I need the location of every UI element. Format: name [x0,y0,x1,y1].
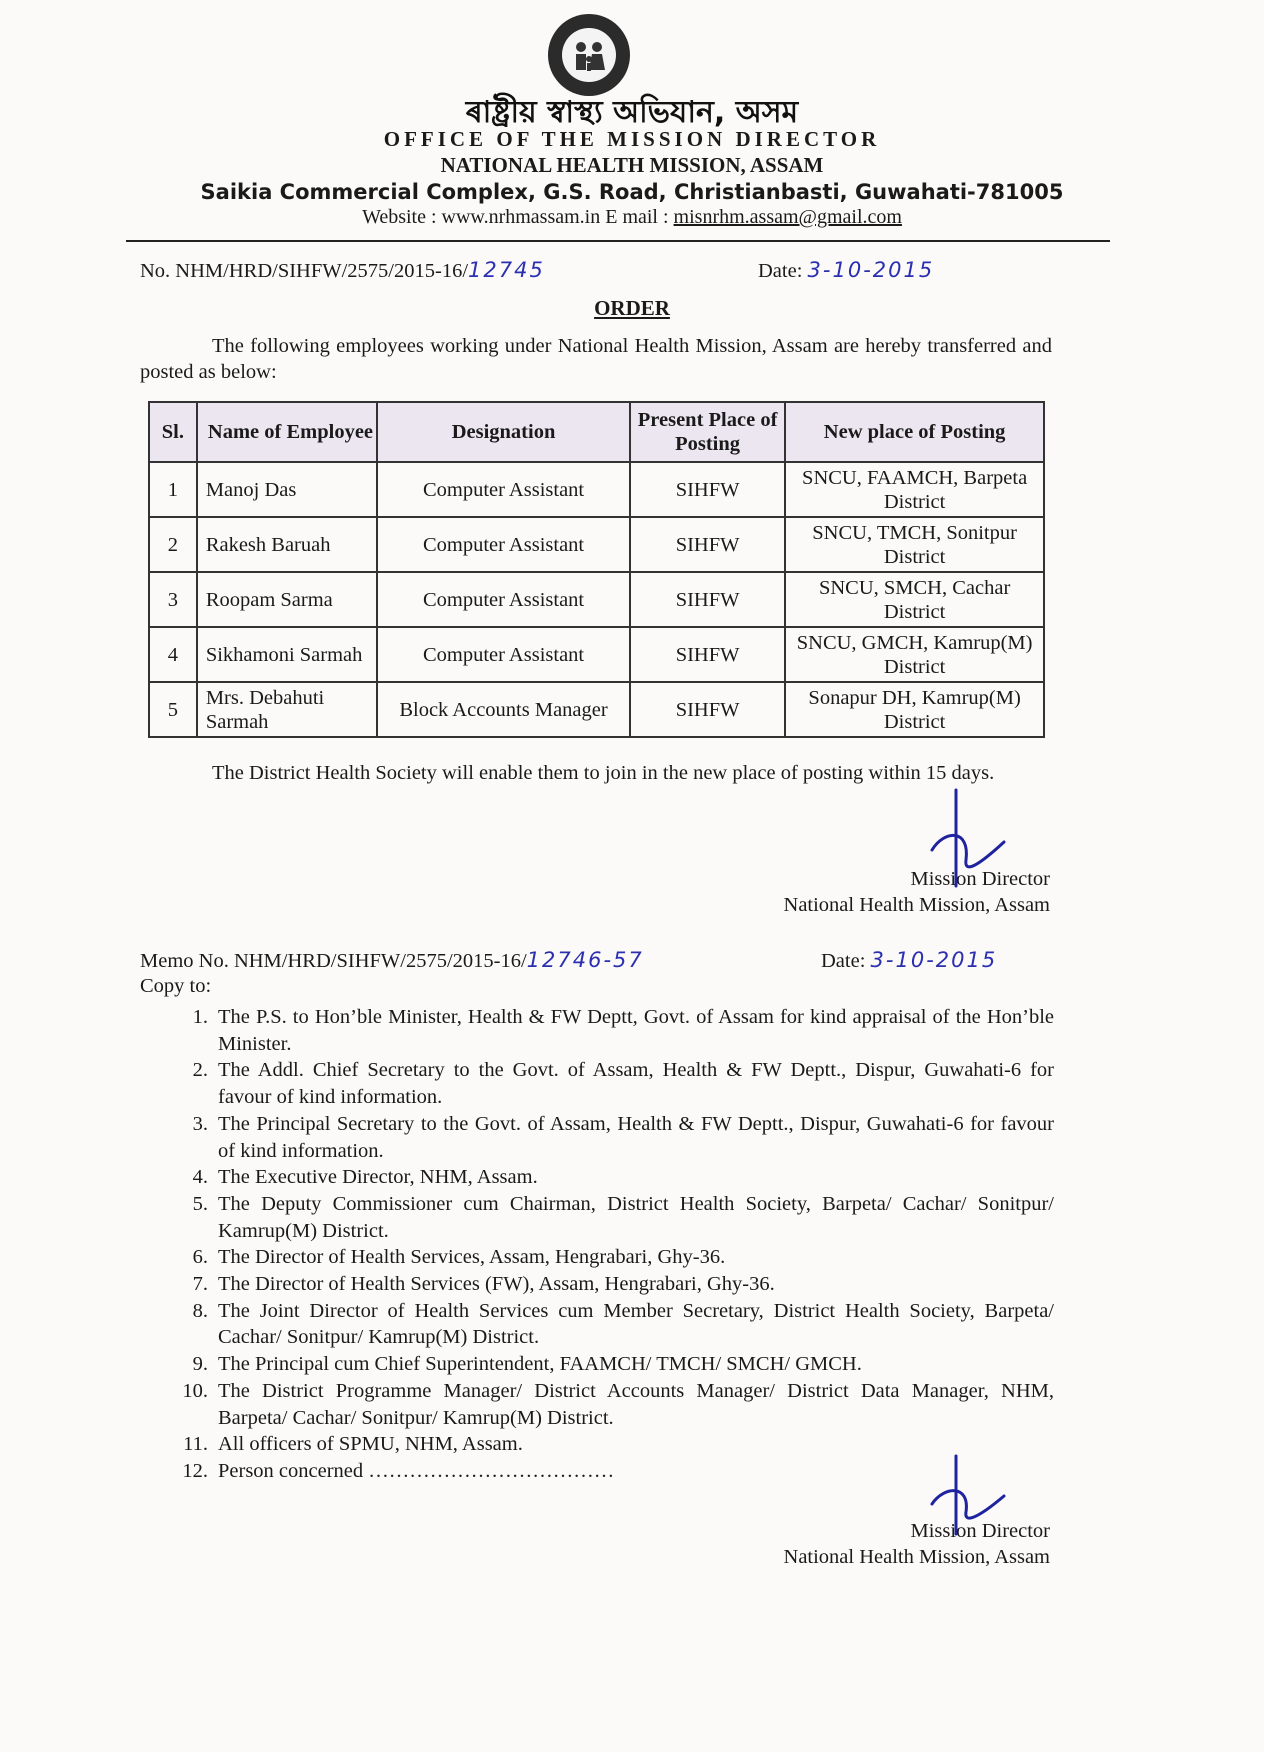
order-date-handwritten: 3-10-2015 [807,258,935,282]
memo-number [140,948,644,973]
cell-new: SNCU, TMCH, Sonitpur District [785,517,1044,572]
memo-number-label: Memo No. NHM/HRD/SIHFW/2575/2015-16/ [140,950,527,972]
list-text: The Executive Director, NHM, Assam. [218,1166,538,1189]
cell-designation: Computer Assistant [377,627,630,682]
list-number: 6. [192,1246,208,1269]
list-item [140,1191,1054,1244]
list-number: 12. [182,1459,208,1482]
list-number: 5. [192,1192,208,1215]
closing-paragraph: The District Health Society will enable them to join in the new place of posting within 15 days. [212,762,995,784]
order-number-handwritten: 12745 [468,258,545,282]
list-text: The Joint Director of Health Services cum Member Secretary, District Health Society, Barpeta/ Cachar/ Sonitpur/ Kamrup(M) District. [218,1299,1054,1349]
cell-sl: 2 [149,517,197,572]
list-number: 11. [183,1433,208,1456]
order-date-label: Date: [758,260,803,282]
cell-sl: 1 [149,462,197,517]
employee-table [148,401,1045,738]
email-link[interactable]: misnrhm.assam@gmail.com [673,206,902,228]
bengali-title: ৰাষ্ট্ৰীয় স্বাস্থ্য অভিযান, অসম [465,95,799,130]
table-row [149,462,1044,517]
header-designation: Designation [377,402,630,462]
list-item [140,1057,1054,1110]
list-number: 9. [192,1353,208,1376]
cell-sl: 4 [149,627,197,682]
signature-title-2: Mission Director [910,1520,1050,1542]
list-item [140,1004,1054,1057]
memo-date-label: Date: [821,950,866,972]
list-number: 2. [192,1059,208,1082]
cell-present: SIHFW [630,517,785,572]
order-heading: ORDER [594,296,670,320]
contact-line [0,206,1264,229]
copy-list [140,1004,1054,1485]
table-row [149,682,1044,737]
header-new-posting: New place of Posting [785,402,1044,462]
list-text: The Director of Health Services, Assam, Hengrabari, Ghy-36. [218,1246,726,1269]
cell-name: Manoj Das [197,462,377,517]
table-row [149,627,1044,682]
list-number: 3. [192,1112,208,1135]
memo-number-handwritten: 12746-57 [526,948,644,972]
list-text: Person concerned ……………………………… [218,1459,615,1482]
cell-designation: Computer Assistant [377,572,630,627]
list-text: The P.S. to Hon’ble Minister, Health & FW Deptt, Govt. of Assam for kind appraisal of the Hon’ble Minister. [218,1006,1054,1055]
cell-designation: Computer Assistant [377,462,630,517]
cell-new: SNCU, GMCH, Kamrup(M) District [785,627,1044,682]
list-number: 8. [192,1299,208,1322]
header-present-posting: Present Place of Posting [630,402,785,462]
cell-present: SIHFW [630,572,785,627]
cell-new: SNCU, SMCH, Cachar District [785,572,1044,627]
list-item [140,1111,1054,1164]
list-text: The Addl. Chief Secretary to the Govt. of Assam, Health & FW Deptt., Dispur, Guwahati-6 for favour of kind information. [218,1059,1054,1109]
table-row [149,572,1044,627]
signature-org-2: National Health Mission, Assam [783,1546,1050,1568]
header-sl: Sl. [149,402,197,462]
list-item [140,1298,1054,1351]
header-name: Name of Employee [197,402,377,462]
list-text: The Principal Secretary to the Govt. of Assam, Health & FW Deptt., Dispur, Guwahati-6 for favour of kind information. [218,1112,1054,1162]
list-text: All officers of SPMU, NHM, Assam. [218,1433,523,1456]
website-label: Website : www.nrhmassam.in E mail : [362,206,674,228]
memo-date-handwritten: 3-10-2015 [870,948,998,972]
cell-name: Rakesh Baruah [197,517,377,572]
order-number-label: No. NHM/HRD/SIHFW/2575/2015-16/ [140,260,469,282]
list-item [140,1351,1054,1378]
cell-name: Sikhamoni Sarmah [197,627,377,682]
address: Saikia Commercial Complex, G.S. Road, Christianbasti, Guwahati-781005 [200,180,1064,204]
list-text: The Principal cum Chief Superintendent, FAAMCH/ TMCH/ SMCH/ GMCH. [218,1353,862,1376]
table-header-row [149,402,1044,462]
list-item [140,1458,1054,1485]
cell-new: SNCU, FAAMCH, Barpeta District [785,462,1044,517]
office-title: OFFICE OF THE MISSION DIRECTOR [383,127,881,151]
cell-present: SIHFW [630,682,785,737]
cell-present: SIHFW [630,627,785,682]
cell-name: Roopam Sarma [197,572,377,627]
cell-designation: Block Accounts Manager [377,682,630,737]
list-number: 4. [192,1166,208,1189]
table-row [149,517,1044,572]
header-divider [126,240,1110,242]
mission-title: NATIONAL HEALTH MISSION, ASSAM [440,153,824,177]
signature-org: National Health Mission, Assam [783,894,1050,916]
list-item [140,1164,1054,1191]
list-number: 10. [182,1379,208,1402]
nhm-logo [548,14,630,96]
list-item [140,1244,1054,1271]
order-number [140,258,545,283]
list-number: 1. [192,1006,208,1028]
list-text: The Director of Health Services (FW), Assam, Hengrabari, Ghy-36. [218,1273,775,1296]
order-date [758,258,934,283]
list-item [140,1271,1054,1298]
signature-title: Mission Director [910,868,1050,890]
list-number: 7. [192,1273,208,1296]
cell-sl: 5 [149,682,197,737]
cell-present: SIHFW [630,462,785,517]
cell-new: Sonapur DH, Kamrup(M) District [785,682,1044,737]
cell-sl: 3 [149,572,197,627]
memo-date [821,948,997,973]
list-item [140,1378,1054,1431]
cell-name: Mrs. Debahuti Sarmah [197,682,377,737]
list-text: The Deputy Commissioner cum Chairman, District Health Society, Barpeta/ Cachar/ Sonitpur/ Kamrup(M) District. [218,1192,1054,1242]
copy-to-label: Copy to: [140,975,212,997]
intro-paragraph: The following employees working under National Health Mission, Assam are hereby transferred and posted as below: [140,335,1052,383]
list-text: The District Programme Manager/ District Accounts Manager/ District Data Manager, NHM, Barpeta/ Cachar/ Sonitpur/ Kamrup(M) District. [218,1379,1054,1429]
list-item [140,1431,1054,1458]
cell-designation: Computer Assistant [377,517,630,572]
